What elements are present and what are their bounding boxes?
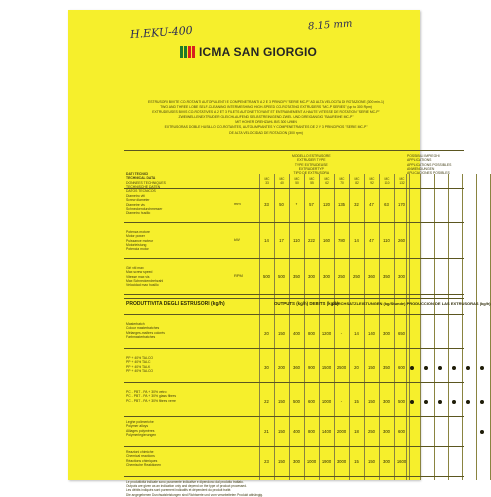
spec-value-cell: 110	[383, 238, 390, 243]
intro-line: ESTRUSORI BIVITE CO-ROTANTI AUTOPULENTI E COMPENETRANTI A 2 E 3 PRINCIPI "SERIE MC-P" AD ALTA VELOCITA DI ROTAZIONE (300 min-1)	[147, 100, 385, 104]
spec-value-cell: 360	[368, 274, 375, 279]
output-value-cell: 21	[264, 429, 269, 434]
logo-mark-icon	[180, 46, 195, 58]
output-label-line: Polymerlegierungen	[126, 432, 157, 437]
output-value-cell: 400	[293, 331, 300, 336]
model-column-header: MC 62	[324, 177, 330, 185]
footnote	[126, 480, 263, 497]
spec-value-cell: 50	[279, 202, 284, 207]
application-dot	[424, 400, 428, 404]
output-row-label	[126, 450, 161, 467]
table-top-rule	[124, 150, 464, 151]
output-value-cell: 14	[354, 331, 359, 336]
intro-text-block	[116, 100, 416, 136]
output-value-cell: 300	[383, 399, 390, 404]
datasheet-labels	[126, 172, 166, 193]
row-rule	[124, 476, 464, 477]
column-divider	[406, 174, 407, 480]
output-value-cell: 800	[308, 331, 315, 336]
spec-label-line: Max screw speed	[126, 270, 153, 275]
spec-unit: kW	[234, 237, 240, 242]
output-row-label	[126, 420, 156, 437]
column-divider	[349, 174, 350, 480]
column-divider	[274, 174, 275, 480]
output-value-cell: 500	[293, 399, 300, 404]
output-label-line: PP + 40% TALK	[126, 364, 151, 369]
spec-unit: RPM	[234, 273, 243, 278]
model-column-header: MC 92	[369, 177, 375, 185]
output-value-cell: 18	[354, 429, 359, 434]
output-value-cell: 250	[368, 429, 375, 434]
application-dot	[466, 366, 470, 370]
spec-value-cell: 120	[323, 202, 330, 207]
spec-label-line: Puissance moteur	[126, 238, 154, 243]
output-value-cell: 150	[278, 399, 285, 404]
applications-header-line: APPLICATIONS POSSIBLES	[407, 162, 452, 167]
output-value-cell: 150	[278, 429, 285, 434]
output-value-cell: 1000	[306, 459, 317, 464]
output-value-cell: 300	[383, 331, 390, 336]
applications-header-line: ANWENDUNGEN	[407, 166, 435, 171]
output-value-cell: 15	[354, 399, 359, 404]
model-header	[292, 154, 331, 175]
output-value-cell: 1500	[321, 365, 332, 370]
model-column-header: MC 50	[294, 177, 300, 185]
application-dot	[410, 366, 414, 370]
model-column-header: MC 55	[309, 177, 315, 185]
spec-value-cell: 135	[338, 202, 345, 207]
application-dot	[438, 366, 442, 370]
intro-line: EXTRUSORAS DOBLE HUSILLO CO-ROTANTES, AUTOLIMPIANTES Y COMPENETRANTES DE 2 Y 3 PRINCIPIOS "SERIE MC-P"	[164, 125, 368, 130]
output-value-cell: 30	[264, 365, 269, 370]
output-label-line: Alliages polymères	[126, 428, 155, 433]
output-value-cell: 350	[383, 365, 390, 370]
intro-line: EXTRUDEUSES BIVIS CO-ROTATIVES A 2 ET 3 FILETS AUTONETTOYANT ET ENTRAINEMENT A HAUTE VITESSE DE ROTATION "SERIE MC-P"	[152, 110, 380, 115]
output-value-cell: 300	[293, 459, 300, 464]
spec-value-cell: 160	[323, 238, 330, 243]
output-value-cell: 150	[368, 459, 375, 464]
model-header-line: TYPE EXTRUDEUSE	[294, 162, 328, 167]
output-label-line: PP + 40% TALC	[126, 360, 151, 365]
spec-label-line: Schneckendurchmesser	[126, 206, 163, 211]
column-divider	[319, 174, 320, 480]
brochure-page	[68, 10, 491, 497]
row-rule	[124, 222, 464, 223]
output-value-cell: 140	[368, 331, 375, 336]
handwritten-note-right: 8.15 mm	[307, 18, 353, 33]
spec-unit: mm	[234, 201, 241, 206]
output-value-cell: 300	[383, 429, 390, 434]
output-value-cell: 360	[293, 365, 300, 370]
application-dot	[424, 366, 428, 370]
column-divider	[448, 174, 449, 480]
datasheet-label: DATI TECNICI	[126, 172, 149, 176]
column-divider	[259, 174, 260, 480]
output-value-cell: 300	[383, 459, 390, 464]
column-divider	[420, 174, 421, 480]
datasheet-label: DONNEES TECHNIQUES	[126, 180, 166, 185]
model-header-line: EXTRUDER TYPE	[297, 158, 326, 163]
output-value-cell: 800	[308, 429, 315, 434]
outputs-top-rule	[124, 298, 464, 299]
spec-value-cell: 32	[354, 202, 359, 207]
application-dot	[438, 400, 442, 404]
output-label-line: Réactions chimiques	[126, 458, 158, 463]
output-value-cell: 3000	[336, 459, 347, 464]
output-value-cell: 600	[398, 365, 405, 370]
spec-label-line: Vitesse max vis	[126, 274, 150, 279]
application-dot	[410, 400, 414, 404]
model-column-header: MC 70	[339, 177, 345, 185]
footnote-line: Le produttività indicate sono puramente indicative e dipendono dal prodotto trattato.	[126, 480, 244, 484]
applications-header-line: APPLICATIONS	[407, 158, 432, 163]
spec-value-cell: 63	[384, 202, 389, 207]
output-value-cell: 23	[264, 459, 269, 464]
application-dot	[480, 430, 484, 434]
output-row-label	[126, 390, 176, 403]
datasheet-label: TECHNICAL DATA	[126, 176, 156, 181]
footnote-line: Die angegebenen Durchsatzleistungen sind Richtwerte und vom verarbeiteten Produkt abhängig.	[126, 492, 263, 497]
spec-value-cell: 14	[264, 238, 269, 243]
application-dot	[480, 366, 484, 370]
output-value-cell: 1400	[321, 429, 332, 434]
spec-label-line: Potencia motor	[126, 247, 149, 252]
output-label-line: Masterbatch	[126, 322, 145, 326]
row-rule	[124, 258, 464, 259]
output-row-label	[126, 322, 165, 339]
output-value-cell: 400	[293, 429, 300, 434]
output-value-cell: 600	[308, 399, 315, 404]
output-value-cell: 1600	[396, 459, 407, 464]
outputs-header-rule	[124, 314, 464, 315]
spec-label-line: Diametre vis	[126, 202, 145, 207]
specs-table	[124, 150, 491, 497]
output-value-cell: 1200	[321, 331, 332, 336]
spec-row-label	[126, 230, 153, 251]
output-value-cell: 150	[368, 365, 375, 370]
column-divider	[409, 174, 410, 480]
spec-label-line: Motorleistung	[126, 242, 147, 247]
output-value-cell: 200	[278, 365, 285, 370]
spec-label-line: Motor power	[126, 234, 145, 239]
model-header-line: EXTRUDERTYP	[298, 166, 324, 171]
applications-header	[407, 154, 451, 175]
footnote-line: Les débits indiqués sont purement indicatifs et dépendent du produit traité.	[126, 488, 232, 493]
intro-line: DE ALTA VELOCIDAD DE ROTACION (300 rpm)	[229, 130, 303, 135]
output-value-cell: -	[340, 399, 343, 404]
model-column-header: MC 110	[384, 177, 390, 185]
application-dot	[452, 366, 456, 370]
output-value-cell: 2000	[336, 429, 347, 434]
intro-line: ZWEIWELLENEXTRUDER GLEICHLAUFEND SELBSTREINIGEND ZWEI- UND DREIGANGIG "BAUREIHE MC-P"	[178, 115, 354, 120]
row-rule	[124, 382, 464, 383]
output-value-cell: 650	[398, 331, 405, 336]
output-label-line: Mélanges-maîtres colorés	[126, 330, 166, 335]
spec-label-line: Diametro viti	[126, 194, 145, 198]
column-divider	[462, 174, 463, 480]
column-divider	[394, 174, 395, 480]
output-row-label	[126, 356, 153, 373]
row-rule	[124, 446, 464, 447]
output-value-cell: -	[340, 331, 343, 336]
spec-value-cell: 250	[338, 274, 345, 279]
model-header-line: TIPO DE EXTRUSORA	[293, 171, 330, 176]
output-label-line: Farbmasterbatches	[126, 334, 156, 339]
application-dot	[452, 400, 456, 404]
output-label-line: Chemische Reaktionen	[126, 462, 162, 467]
spec-label-line: Potenza motore	[126, 230, 150, 234]
model-column-header: MC 33	[264, 177, 270, 185]
output-label-line: PP + 40% TALCO	[126, 356, 154, 360]
output-label-line: Chemical reactions	[126, 454, 155, 459]
output-value-cell: 15	[354, 459, 359, 464]
output-label-line: Leghe polimeriche	[126, 420, 154, 424]
output-value-cell: 600	[398, 429, 405, 434]
handwritten-note-left: H.EKU-400	[129, 23, 194, 42]
spec-value-cell: 47	[369, 238, 374, 243]
output-label-line: PC - PBT - PA + 30% vetro	[126, 390, 167, 394]
output-label-line: PC - PBT - PA + 30% fibres verre	[126, 398, 176, 403]
spec-label-line: Diametro husillo	[126, 211, 151, 216]
company-logo	[180, 45, 317, 59]
applications-header-line: POSSIBILI IMPIEGHI	[407, 154, 440, 158]
spec-row-label	[126, 194, 162, 215]
output-label-line: Reazioni chimiche	[126, 450, 154, 454]
model-header-line: MODELLO ESTRUSORE	[292, 154, 331, 158]
spec-value-cell: 260	[398, 238, 405, 243]
spec-value-cell: 350	[293, 274, 300, 279]
model-column-header: MC 132	[399, 177, 405, 185]
output-label-line: Polymer alloys	[126, 424, 149, 429]
column-divider	[304, 174, 305, 480]
column-divider	[476, 174, 477, 480]
spec-label-line: Velocidad max husillo	[126, 283, 159, 288]
application-dot	[466, 400, 470, 404]
output-value-cell: 150	[278, 459, 285, 464]
spec-value-cell: 170	[398, 202, 405, 207]
intro-line: MIT HOHER DREHZAHL BIS 300 U/MIN	[235, 120, 297, 125]
column-divider	[434, 174, 435, 480]
spec-value-cell: 350	[383, 274, 390, 279]
datasheet-label: DATOS TECNICOS	[126, 189, 156, 194]
spec-label-line: Screw diameter	[126, 198, 150, 203]
model-column-header: MC 40	[279, 177, 285, 185]
output-value-cell: 1000	[321, 399, 332, 404]
spec-value-cell: 57	[309, 202, 314, 207]
application-dot	[480, 400, 484, 404]
spec-value-cell: 47	[369, 202, 374, 207]
spec-value-cell: 110	[293, 238, 300, 243]
applications-header-line: APLICACIONES POSIBLES	[407, 171, 450, 176]
model-column-header: MC 82	[354, 177, 360, 185]
row-rule	[124, 294, 464, 295]
output-label-line: Colour masterbatches	[126, 326, 160, 331]
datasheet-label: TECHNISCHE DATEN	[126, 184, 161, 189]
spec-label-line: Max Schneckendrehzahl	[126, 278, 164, 283]
row-rule	[124, 416, 464, 417]
spec-value-cell: 250	[353, 274, 360, 279]
output-value-cell: 500	[398, 399, 405, 404]
output-value-cell: 900	[308, 365, 315, 370]
company-name: ICMA SAN GIORGIO	[199, 45, 318, 59]
spec-value-cell: 780	[338, 238, 345, 243]
output-value-cell: 1900	[321, 459, 332, 464]
spec-value-cell: 300	[323, 274, 330, 279]
column-divider	[364, 174, 365, 480]
header-bottom-rule	[124, 188, 464, 189]
output-label-line: PP + 40% TALCO	[126, 368, 154, 373]
output-value-cell: 2500	[336, 365, 347, 370]
spec-value-cell: 500	[263, 274, 270, 279]
output-value-cell: 20	[264, 331, 269, 336]
column-divider	[379, 174, 380, 480]
output-value-cell: 22	[264, 399, 269, 404]
spec-label-line: Giri viti max	[126, 266, 144, 270]
outputs-title-de: DURCHSATZLEISTUNGEN (kg/Stunde) PRODUCCION DE LAS EXTRUSORAS (kg/h)	[332, 301, 491, 306]
intro-line: TWO AND THREE LOBE SELF-CLEANING INTERMESHING HIGH-SPEED CO-ROTATING EXTRUDERS "MC-P SERIES" (up to 300 Rpm)	[160, 105, 372, 110]
output-value-cell: 20	[354, 365, 359, 370]
spec-value-cell: 222	[308, 238, 315, 243]
column-divider	[334, 174, 335, 480]
spec-value-cell: 300	[398, 274, 405, 279]
row-rule	[124, 348, 464, 349]
spec-value-cell: 500	[278, 274, 285, 279]
footnote-line: Outputs are given as an indication only and depend on the type of product processed.	[126, 484, 247, 489]
spec-value-cell: 14	[354, 238, 359, 243]
column-divider	[289, 174, 290, 480]
output-label-line: PC - PBT - PA + 30% glass fibres	[126, 394, 177, 399]
spec-value-cell: 33	[264, 202, 269, 207]
output-value-cell: 150	[368, 399, 375, 404]
spec-value-cell: *	[295, 202, 298, 207]
output-value-cell: 150	[278, 331, 285, 336]
outputs-title-en: OUTPUTS (kg/h) DEBITS (kg/h)	[274, 301, 339, 306]
spec-value-cell: 17	[279, 238, 284, 243]
outputs-title: PRODUTTIVITA DEGLI ESTRUSORI (kg/h)	[126, 301, 225, 307]
spec-value-cell: 300	[308, 274, 315, 279]
spec-row-label	[126, 266, 163, 287]
